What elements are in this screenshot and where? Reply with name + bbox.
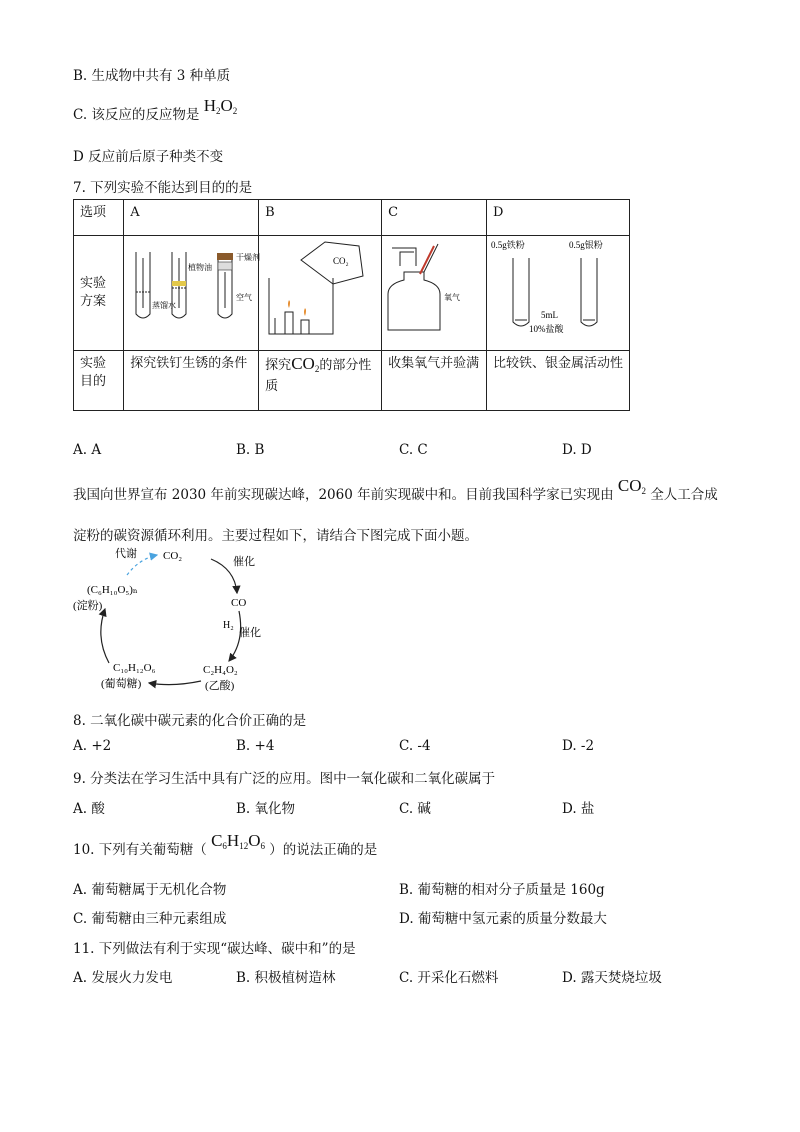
row-label-goal: 实验目的: [74, 351, 124, 411]
starch-formula: (C₆H₁₀O₅)ₙ: [87, 584, 138, 596]
cycle-co2-node: CO₂: [163, 550, 183, 562]
q9-option-d[interactable]: D. 盐: [562, 801, 595, 817]
q9-option-c[interactable]: C. 碱: [399, 801, 431, 817]
desiccant-label: 干燥剂: [236, 253, 261, 262]
q7-stem: 7. 下列实验不能达到目的的是: [73, 180, 253, 196]
metabolism-label: 代谢: [115, 548, 137, 560]
q9-option-b[interactable]: B. 氧化物: [236, 801, 296, 817]
oxygen-label: 氧气: [444, 293, 461, 302]
q9-option-a[interactable]: A. 酸: [73, 801, 105, 817]
metal-activity-figure: [489, 238, 627, 342]
passage-line-1: [73, 476, 718, 504]
q10-stem-pre: 10. 下列有关葡萄糖（: [73, 842, 207, 858]
carbon-cycle-diagram: [73, 545, 303, 695]
passage-line-2: 淀粉的碳资源循环利用。主要过程如下，请结合下图完成下面小题。: [73, 528, 478, 544]
vegetable-oil-label: 植物油: [188, 263, 213, 272]
glucose-formula: C₁₀H₁₂O₆: [113, 662, 156, 674]
plan-c-cell: [382, 236, 487, 351]
q7-option-c[interactable]: C. C: [399, 442, 428, 458]
q10-option-b[interactable]: B. 葡萄糖的相对分子质量是 160g: [399, 882, 605, 898]
acid-volume-label: 5mL: [541, 310, 558, 320]
q8-option-a[interactable]: A. +2: [73, 738, 112, 754]
q7-option-d[interactable]: D. D: [562, 442, 592, 458]
q8-option-b[interactable]: B. +4: [236, 738, 275, 754]
q10-option-c[interactable]: C. 葡萄糖由三种元素组成: [73, 911, 227, 927]
q6-option-c-text: C. 该反应的反应物是: [73, 107, 200, 123]
q8-stem: 8. 二氧化碳中碳元素的化合价正确的是: [73, 713, 307, 729]
goal-b-post: 的部分性质: [265, 358, 372, 394]
q11-option-c[interactable]: C. 开采化石燃料: [399, 970, 499, 986]
silver-powder-label: 0.5g银粉: [569, 240, 603, 250]
air-label: 空气: [236, 293, 253, 302]
starch-name: (淀粉): [73, 600, 103, 612]
plan-a-cell: [124, 236, 259, 351]
acid-label: 10%盐酸: [529, 324, 564, 334]
q11-option-d[interactable]: D. 露天焚烧垃圾: [562, 970, 662, 986]
distilled-water-label: 蒸馏水: [152, 301, 177, 310]
co2-pour-figure: [261, 238, 377, 342]
oxygen-collection-figure: [384, 238, 480, 342]
q10-stem: [73, 831, 378, 859]
table-header-d: D: [487, 200, 630, 236]
table-header-a: A: [124, 200, 259, 236]
plan-b-cell: [259, 236, 382, 351]
q7-option-b[interactable]: B. B: [236, 442, 265, 458]
catalysis-label-2: 催化: [239, 627, 261, 639]
acetic-acid-formula: C₂H₄O₂: [203, 664, 238, 676]
glucose-name: (葡萄糖): [101, 678, 142, 690]
q8-option-c[interactable]: C. -4: [399, 738, 431, 754]
goal-b: [259, 351, 382, 411]
passage-line-1-post: 全人工合成: [650, 487, 718, 503]
glucose-formula-inline: $C_6H_{12}O_6$: [211, 831, 265, 851]
goal-d: 比较铁、银金属活动性: [487, 351, 630, 411]
table-header-option: 选项: [74, 200, 124, 236]
experiment-table: [73, 199, 630, 411]
q8-option-d[interactable]: D. -2: [562, 738, 595, 754]
q6-option-d: D 反应前后原子种类不变: [73, 149, 224, 165]
passage-line-1-pre: 我国向世界宣布 2030 年前实现碳达峰，2060 年前实现碳中和。目前我国科学家已实现由: [73, 487, 614, 503]
q11-option-a[interactable]: A. 发展火力发电: [73, 970, 173, 986]
rusting-test-tubes-figure: [126, 238, 261, 342]
q11-option-b[interactable]: B. 积极植树造林: [236, 970, 336, 986]
hydrogen-label: H₂: [223, 620, 234, 631]
passage-co2-formula: $CO_2$: [617, 476, 647, 496]
table-header-c: C: [382, 200, 487, 236]
q9-stem: 9. 分类法在学习生活中具有广泛的应用。图中一氧化碳和二氧化碳属于: [73, 771, 496, 787]
plan-d-cell: [487, 236, 630, 351]
table-header-b: B: [259, 200, 382, 236]
co2-formula: $CO_2$: [291, 354, 320, 374]
q6-option-c: [73, 96, 238, 124]
row-label-plan: 实验方案: [74, 236, 124, 351]
q10-option-d[interactable]: D. 葡萄糖中氢元素的质量分数最大: [399, 911, 607, 927]
q10-stem-post: ）的说法正确的是: [269, 842, 378, 858]
arrow-acetic-to-glucose: [149, 681, 201, 685]
co2-bottle-label: CO₂: [333, 256, 349, 266]
arrow-glucose-to-starch: [101, 609, 109, 663]
goal-a: 探究铁钉生锈的条件: [124, 351, 259, 411]
q10-option-a[interactable]: A. 葡萄糖属于无机化合物: [73, 882, 227, 898]
acetic-acid-name: (乙酸): [205, 680, 235, 692]
cycle-co-node: CO: [231, 597, 247, 609]
catalysis-label-1: 催化: [233, 556, 255, 568]
h2o2-formula: $H_2O_2$: [203, 96, 238, 116]
goal-c: 收集氧气并验满: [382, 351, 487, 411]
goal-b-pre: 探究: [265, 358, 292, 373]
q6-option-b: B. 生成物中共有 3 种单质: [73, 68, 231, 84]
iron-powder-label: 0.5g铁粉: [491, 240, 525, 250]
q7-option-a[interactable]: A. A: [73, 442, 102, 458]
q11-stem: 11. 下列做法有利于实现“碳达峰、碳中和”的是: [73, 941, 356, 957]
